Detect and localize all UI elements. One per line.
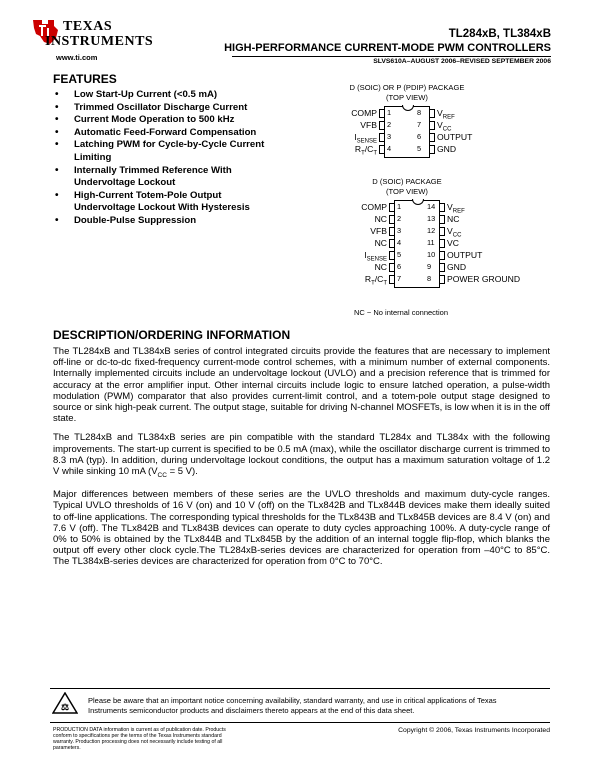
pin-number-left: 3 (397, 226, 402, 235)
pin-stub (389, 227, 394, 236)
package1-subtitle: (TOP VIEW) (386, 93, 428, 102)
pin-number-left: 5 (397, 250, 402, 259)
pin-stub (379, 109, 384, 118)
description-body (53, 346, 550, 568)
pin-number-right: 8 (417, 108, 422, 117)
pin-stub (379, 133, 384, 142)
feature-item: • Double-Pulse Suppression (52, 215, 282, 228)
pin-stub (440, 263, 445, 272)
package1-title: D (SOIC) OR P (PDIP) PACKAGE (349, 83, 465, 92)
logo-line-2: INSTRUMENTS (45, 34, 154, 49)
pin-number-right: 8 (427, 274, 432, 283)
pin-name-right: $V_{REF}$ (447, 202, 465, 215)
description-paragraph-3: Major differences between members of these series are the UVLO thresholds and maximum duty-cycle ranges. Typical UVLO thresholds of 16 V (on) and 10 V (off) on the TLx842B and TLx844B devices make them ideally suited to off-line applications. The corresponding typical thresholds for the TLx843B and TLx845B devices are 8.4 V (on) and 7.6 V (off). The TLx842B and TLx843B devices can operate to duty cycles approaching 100%. A duty-cycle range of 0% to 50% is obtained by the TLx844B and TLx845B by the addition of an internal toggle flip-flop, which blanks the output off every other clock cycle.The TL284xB-series devices are characterized for operation from –40°C to 85°C. The TL384xB-series devices are characterized for operation from 0°C to 70°C. (53, 489, 550, 568)
pin-stub (440, 227, 445, 236)
pin-name-left: NC (374, 214, 387, 224)
pin-name-left: $I_{SENSE}$ (364, 250, 387, 263)
features-heading: FEATURES (53, 72, 117, 86)
pin-name-right: GND (447, 262, 467, 272)
pin-stub (389, 251, 394, 260)
feature-item: • Internally Trimmed Reference With Undervoltage Lockout (52, 165, 282, 190)
pin-name-right: GND (437, 144, 457, 154)
important-notice: Please be aware that an important notice concerning availability, standard warranty, and use in critical applications of Texas Instruments semiconductor products and disclaimers thereto appears at the end of this data sheet. (88, 696, 497, 715)
ti-website-link[interactable]: www.ti.com (56, 53, 98, 62)
pin-stub (430, 121, 435, 130)
logo-line-1: TEXAS (63, 19, 113, 34)
pin-name-right: $V_{CC}$ (437, 120, 452, 133)
description-heading: DESCRIPTION/ORDERING INFORMATION (53, 328, 291, 342)
ti-logo (30, 14, 154, 64)
pin-number-right: 5 (417, 144, 422, 153)
pin-stub (440, 275, 445, 284)
pin-name-left: $R_T/C_T$ (364, 274, 387, 287)
pin-stub (389, 263, 394, 272)
pin-stub (379, 145, 384, 154)
pin-stub (389, 215, 394, 224)
pin-number-right: 10 (427, 250, 436, 259)
pin-name-left: NC (374, 238, 387, 248)
pin-name-right: $V_{REF}$ (437, 108, 455, 121)
feature-item: • Trimmed Oscillator Discharge Current (52, 102, 282, 115)
pin-stub (440, 203, 445, 212)
pin-number-left: 1 (387, 108, 392, 117)
pin-name-left: COMP (351, 108, 377, 118)
package2-diagram (330, 200, 530, 300)
feature-item: • Automatic Feed-Forward Compensation (52, 127, 282, 140)
pin-name-right: VC (447, 238, 459, 248)
pin-stub (430, 133, 435, 142)
features-list (52, 89, 282, 228)
warning-icon (52, 692, 78, 714)
pin-stub (379, 121, 384, 130)
pin-name-left: VFB (360, 120, 377, 130)
pin-name-right: OUTPUT (447, 250, 483, 260)
pin-number-right: 13 (427, 214, 436, 223)
feature-item: • Low Start-Up Current (<0.5 mA) (52, 89, 282, 102)
document-title: HIGH-PERFORMANCE CURRENT-MODE PWM CONTROLLERS (224, 42, 551, 54)
package1-diagram (330, 106, 490, 166)
pin-number-left: 2 (387, 120, 392, 129)
document-id: SLVS610A–AUGUST 2006–REVISED SEPTEMBER 2006 (373, 58, 551, 65)
part-numbers: TL284xB, TL384xB (448, 28, 551, 40)
pin-name-right: $V_{CC}$ (447, 226, 462, 239)
feature-item: • Latching PWM for Cycle-by-Cycle Current Limiting (52, 139, 282, 164)
production-data-notice: PRODUCTION DATA information is current as of publication date. Products conform to specifications per the terms of the Texas Instruments standard warranty. Production processing does not necessarily include testing of all parameters. (53, 727, 226, 751)
pin-number-right: 9 (427, 262, 432, 271)
pin-number-left: 2 (397, 214, 402, 223)
pin-name-right: NC (447, 214, 460, 224)
pin-number-left: 1 (397, 202, 402, 211)
pin-number-right: 11 (427, 238, 435, 247)
pin-number-right: 7 (417, 120, 422, 129)
pin-stub (389, 275, 394, 284)
description-paragraph-1: The TL284xB and TL384xB series of control integrated circuits provide the features that are necessary to implement off-line or dc-to-dc fixed-frequency current-mode control schemes, with a minimum number of external components. Internally implemented circuits include an undervoltage lockout (UVLO) and a precision reference that is trimmed for accuracy at the error amplifier input. Other internal circuits include logic to ensure latched operation, a pulse-width modulation (PWM) comparator that also provides current-limit control, and a totem-pole output stage designed to source or sink high-peak current. The output stage, suitable for driving N-channel MOSFETs, is low when it is in the off state. (53, 346, 550, 425)
pin-number-left: 6 (397, 262, 402, 271)
package2-subtitle: (TOP VIEW) (386, 187, 428, 196)
pin-name-left: NC (374, 262, 387, 272)
pin-stub (430, 109, 435, 118)
pin-name-left: $I_{SENSE}$ (354, 132, 377, 145)
pin-name-left: VFB (370, 226, 387, 236)
pin-stub (389, 239, 394, 248)
footer-rule (50, 722, 550, 723)
notice-rule (50, 688, 550, 689)
package2-title: D (SOIC) PACKAGE (372, 177, 442, 186)
pin-number-right: 6 (417, 132, 422, 141)
feature-item: • Current Mode Operation to 500 kHz (52, 114, 282, 127)
copyright: Copyright © 2006, Texas Instruments Incorporated (398, 727, 550, 734)
pin-stub (389, 203, 394, 212)
pin-stub (430, 145, 435, 154)
pin-stub (440, 251, 445, 260)
pin-number-left: 7 (397, 274, 402, 283)
pin-stub (440, 239, 445, 248)
svg-text:⚖: ⚖ (60, 702, 70, 712)
pin-number-left: 4 (387, 144, 392, 153)
feature-item: • High-Current Totem-Pole Output Undervoltage Lockout With Hysteresis (52, 190, 282, 215)
pin-name-left: COMP (361, 202, 387, 212)
pin-number-right: 14 (427, 202, 436, 211)
pin-number-right: 12 (427, 226, 436, 235)
pin-name-right: OUTPUT (437, 132, 473, 142)
header-rule (232, 56, 551, 57)
nc-note: NC − No internal connection (354, 308, 449, 317)
pin-number-left: 4 (397, 238, 402, 247)
description-paragraph-2: The TL284xB and TL384xB series are pin compatible with the standard TL284x and TL384x with the following improvements. The start-up current is specified to be 0.5 mA (max), while the oscillator discharge current is trimmed to 8.3 mA (typ). In addition, during undervoltage lockout conditions, the output has a maximum saturation voltage of 1.2 V while sinking 10 mA ($V_{CC} = 5$ V). (53, 432, 550, 479)
pin-number-left: 3 (387, 132, 392, 141)
pin-name-left: $R_T/C_T$ (354, 144, 377, 157)
pin-stub (440, 215, 445, 224)
pin-name-right: POWER GROUND (447, 274, 521, 284)
